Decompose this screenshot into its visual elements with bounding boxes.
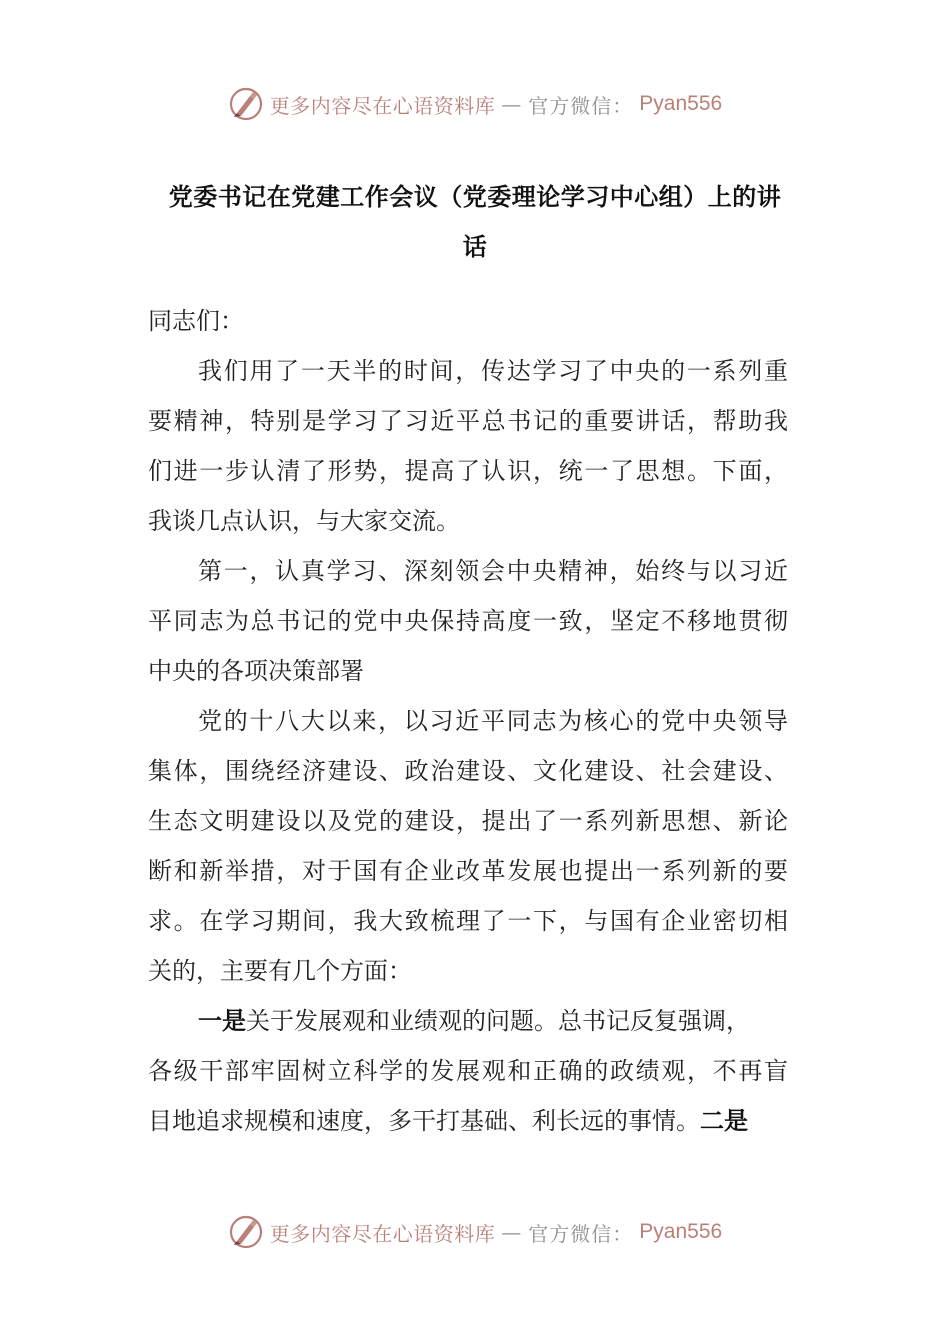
header-watermark bbox=[0, 84, 950, 124]
watermark-text: 更多内容尽在心语资料库 bbox=[269, 1221, 496, 1246]
paragraph-line: 我们用了一天半的时间，传达学习了中央的一系列重 bbox=[198, 357, 788, 385]
watermark-dash: — bbox=[501, 1220, 523, 1244]
paragraph-line: 集体，围绕经济建设、政治建设、文化建设、社会建设、 bbox=[148, 757, 788, 785]
paragraph-line bbox=[148, 996, 788, 1046]
pen-nib-logo-icon bbox=[228, 1214, 264, 1250]
paragraph-line: 们进一步认清了形势，提高了认识，统一了思想。下面， bbox=[148, 457, 788, 485]
document-body bbox=[148, 296, 788, 1146]
point-text: 目地追求规模和速度，多干打基础、利长远的事情。 bbox=[148, 1107, 700, 1135]
section-heading-line: 第一，认真学习、深刻领会中央精神，始终与以习近 bbox=[198, 557, 788, 585]
section-heading-line: 中央的各项决策部署 bbox=[148, 657, 364, 685]
paragraph-line: 党的十八大以来，以习近平同志为核心的党中央领导 bbox=[198, 707, 788, 735]
section-heading-line: 平同志为总书记的党中央保持高度一致，坚定不移地贯彻 bbox=[148, 607, 788, 635]
paragraph-line: 断和新举措，对于国有企业改革发展也提出一系列新的要 bbox=[148, 857, 788, 885]
point-marker-two: 二是 bbox=[700, 1106, 748, 1135]
watermark-wechat-label: 官方微信： bbox=[528, 1221, 634, 1246]
paragraph-line: 生态文明建设以及党的建设，提出了一系列新思想、新论 bbox=[148, 807, 788, 835]
document-title bbox=[148, 172, 802, 272]
paragraph-line: 要精神，特别是学习了习近平总书记的重要讲话，帮助我 bbox=[148, 407, 788, 435]
paragraph-line: 关的，主要有几个方面： bbox=[148, 957, 412, 985]
point-marker-one: 一是 bbox=[198, 1006, 246, 1035]
watermark-wechat-label: 官方微信： bbox=[528, 93, 634, 118]
salutation: 同志们： bbox=[148, 307, 244, 335]
point-text: 关于发展观和业绩观的问题。总书记反复强调， bbox=[246, 1007, 750, 1035]
watermark-text: 更多内容尽在心语资料库 bbox=[269, 93, 496, 118]
title-line-2: 话 bbox=[462, 233, 488, 261]
paragraph-line bbox=[148, 1096, 788, 1146]
paragraph-line: 求。在学习期间，我大致梳理了一下，与国有企业密切相 bbox=[148, 907, 788, 935]
watermark-dash: — bbox=[501, 92, 523, 116]
title-line-1: 党委书记在党建工作会议（党委理论学习中心组）上的讲 bbox=[168, 183, 782, 211]
paragraph-line: 我谈几点认识，与大家交流。 bbox=[148, 507, 460, 535]
pen-nib-logo-icon bbox=[228, 86, 264, 122]
watermark-wechat-id: Pyan556 bbox=[639, 1220, 723, 1243]
paragraph-line: 各级干部牢固树立科学的发展观和正确的政绩观，不再盲 bbox=[148, 1057, 788, 1085]
footer-watermark bbox=[0, 1212, 950, 1252]
watermark-wechat-id: Pyan556 bbox=[639, 92, 723, 115]
